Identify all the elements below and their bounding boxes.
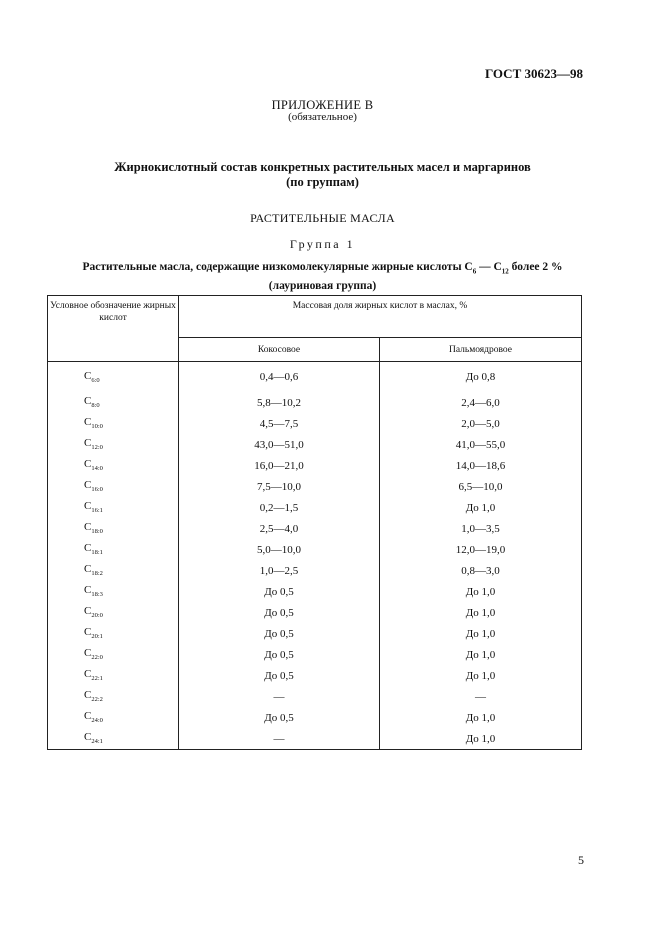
coconut-cell: До 0,5 [179,707,380,728]
group-heading: Группа 1 [289,237,356,251]
palm-kernel-cell: 6,5—10,0 [380,476,582,497]
acid-symbol: С [84,710,92,723]
fatty-acid-table [47,295,582,750]
table-caption-line1 [0,260,645,279]
coconut-cell: 1,0—2,5 [179,560,380,581]
acid-cell [48,665,179,686]
table-row [48,497,582,518]
coconut-cell: 5,0—10,0 [179,539,380,560]
acid-subscript: 16:1 [91,507,103,515]
acid-subscript: 18:3 [91,591,103,599]
acid-subscript: 24:1 [91,738,103,746]
acid-symbol: С [84,542,92,555]
acid-cell [48,455,179,476]
palm-kernel-cell: До 1,0 [380,602,582,623]
palm-kernel-cell: 2,0—5,0 [380,413,582,434]
acid-subscript: 22:1 [91,675,103,683]
table-row [48,455,582,476]
page-number: 5 [578,853,584,867]
table-caption-line2: (лауриновая группа) [268,280,377,293]
table-row [48,392,582,413]
palm-kernel-cell: До 1,0 [380,581,582,602]
acid-symbol: С [84,479,92,492]
acid-subscript: 16:0 [91,486,103,494]
acid-subscript: 14:0 [91,465,103,473]
table-caption [0,260,645,294]
table-row [48,581,582,602]
table-row [48,518,582,539]
appendix-subtitle: (обязательное) [288,111,357,123]
acid-symbol: С [84,395,92,408]
coconut-cell: До 0,5 [179,602,380,623]
palm-kernel-cell: До 1,0 [380,644,582,665]
palm-kernel-cell: До 0,8 [380,362,582,393]
caption-suffix: более 2 % [508,261,563,273]
caption-sub2: 12 [501,267,509,276]
table-row [48,362,582,393]
acid-cell [48,362,179,393]
coconut-cell: 16,0—21,0 [179,455,380,476]
coconut-cell: 2,5—4,0 [179,518,380,539]
document-title-line1: Жирнокислотный состав конкретных растительных масел и маргаринов [114,160,531,174]
acid-cell [48,497,179,518]
coconut-cell: 5,8—10,2 [179,392,380,413]
palm-kernel-cell: До 1,0 [380,623,582,644]
palm-kernel-cell: 0,8—3,0 [380,560,582,581]
acid-symbol: С [84,458,92,471]
palm-kernel-cell: 41,0—55,0 [380,434,582,455]
table-body [48,362,582,750]
acid-subscript: 18:0 [91,528,103,536]
coconut-cell: — [179,728,380,750]
acid-cell [48,581,179,602]
acid-subscript: 20:1 [91,633,103,641]
acid-symbol: С [84,437,92,450]
acid-symbol: С [84,647,92,660]
acid-cell [48,518,179,539]
acid-cell [48,728,179,750]
acid-subscript: 10:0 [91,423,103,431]
acid-subscript: 8:0 [91,402,100,410]
palm-kernel-cell: 1,0—3,5 [380,518,582,539]
coconut-cell: До 0,5 [179,623,380,644]
acid-symbol: С [84,369,92,382]
table-row [48,560,582,581]
acid-symbol: С [84,605,92,618]
table-row [48,539,582,560]
palm-kernel-cell: 12,0—19,0 [380,539,582,560]
palm-kernel-cell: До 1,0 [380,497,582,518]
col-header-group: Массовая доля жирных кислот в маслах, % [179,296,582,338]
section-heading: РАСТИТЕЛЬНЫЕ МАСЛА [250,211,395,225]
acid-cell [48,707,179,728]
acid-symbol: С [84,416,92,429]
table-row [48,707,582,728]
coconut-cell: 4,5—7,5 [179,413,380,434]
acid-symbol: С [84,521,92,534]
col-header-acid: Условное обозначение жирных кислот [48,296,179,362]
coconut-cell: До 0,5 [179,665,380,686]
acid-cell [48,644,179,665]
table-row [48,434,582,455]
coconut-cell: 0,2—1,5 [179,497,380,518]
acid-subscript: 20:0 [91,612,103,620]
table-row [48,602,582,623]
acid-cell [48,476,179,497]
acid-cell [48,413,179,434]
palm-kernel-cell: 14,0—18,6 [380,455,582,476]
appendix-title: ПРИЛОЖЕНИЕ В [271,98,374,112]
acid-subscript: 22:2 [91,696,103,704]
caption-sub1: 6 [472,267,477,276]
coconut-cell: 43,0—51,0 [179,434,380,455]
table-row [48,728,582,750]
acid-subscript: 6:0 [91,377,100,385]
acid-subscript: 24:0 [91,717,103,725]
coconut-cell: 7,5—10,0 [179,476,380,497]
acid-cell [48,602,179,623]
palm-kernel-cell: До 1,0 [380,665,582,686]
col-header-palm-kernel: Пальмоядровое [380,338,582,362]
acid-symbol: С [84,626,92,639]
acid-symbol: С [84,584,92,597]
acid-cell [48,560,179,581]
acid-cell [48,686,179,707]
table-row [48,623,582,644]
acid-symbol: С [84,689,92,702]
acid-symbol: С [84,731,92,744]
acid-cell [48,434,179,455]
caption-prefix: Растительные масла, содержащие низкомолекулярные жирные кислоты С [82,261,473,273]
acid-subscript: 18:2 [91,570,103,578]
coconut-cell: До 0,5 [179,644,380,665]
palm-kernel-cell: — [380,686,582,707]
table-row [48,476,582,497]
acid-cell [48,539,179,560]
table-row [48,413,582,434]
acid-cell [48,392,179,413]
coconut-cell: До 0,5 [179,581,380,602]
document-title-line2: (по группам) [286,175,359,189]
table-row [48,686,582,707]
coconut-cell: 0,4—0,6 [179,362,380,393]
coconut-cell: — [179,686,380,707]
table-row [48,665,582,686]
table-row [48,644,582,665]
acid-subscript: 22:0 [91,654,103,662]
acid-subscript: 18:1 [91,549,103,557]
document-title [0,160,645,190]
col-header-coconut: Кокосовое [179,338,380,362]
acid-symbol: С [84,500,92,513]
caption-dash: — С [476,261,502,273]
acid-symbol: С [84,668,92,681]
acid-cell [48,623,179,644]
palm-kernel-cell: 2,4—6,0 [380,392,582,413]
palm-kernel-cell: До 1,0 [380,707,582,728]
palm-kernel-cell: До 1,0 [380,728,582,750]
standard-number: ГОСТ 30623—98 [484,66,583,81]
acid-symbol: С [84,563,92,576]
acid-subscript: 12:0 [91,444,103,452]
